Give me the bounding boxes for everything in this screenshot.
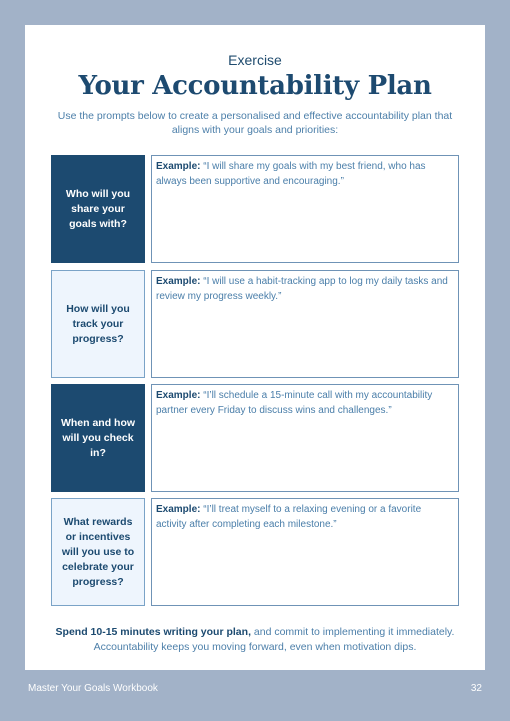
answer-box[interactable] [151, 155, 459, 263]
page-title: Your Accountability Plan [78, 71, 432, 101]
workbook-page [25, 25, 485, 670]
book-title-footer: Master Your Goals Workbook [28, 683, 158, 694]
prompt-question: How will you track your progress? [51, 270, 145, 378]
closing-bold: Spend 10-15 minutes writing your plan, [55, 626, 251, 638]
example-text: “I will use a habit-tracking app to log my daily tasks and review my progress weekly.” [156, 276, 448, 302]
section-eyebrow: Exercise [228, 52, 282, 68]
answer-box[interactable] [151, 498, 459, 606]
example-label: Example: [156, 161, 201, 172]
prompt-question: When and how will you check in? [51, 384, 145, 492]
example-label: Example: [156, 390, 201, 401]
example-text: “I will share my goals with my best friend, who has always been supportive and encouraging.” [156, 161, 426, 187]
prompt-question: What rewards or incentives will you use to celebrate your progress? [51, 498, 145, 606]
prompt-row-2 [51, 270, 459, 378]
answer-box[interactable] [151, 384, 459, 492]
example-text: “I’ll treat myself to a relaxing evening or a favorite activity after completing each milestone.” [156, 504, 422, 530]
prompt-question: Who will you share your goals with? [51, 155, 145, 263]
example-label: Example: [156, 504, 201, 515]
example-text: “I’ll schedule a 15-minute call with my accountability partner every Friday to discuss wins and challenges.” [156, 390, 433, 416]
example-label: Example: [156, 276, 201, 287]
closing-note [45, 625, 465, 654]
closing-rest: and commit to implementing it immediately. Accountability keeps you moving forward, even when motivation dips. [93, 626, 455, 653]
intro-text: Use the prompts below to create a personalised and effective accountability plan that aligns with your goals and priorities: [57, 110, 453, 136]
prompt-row-3 [51, 384, 459, 492]
answer-box[interactable] [151, 270, 459, 378]
prompt-row-4 [51, 498, 459, 606]
prompt-row-1 [51, 155, 459, 263]
page-number: 32 [470, 683, 482, 694]
